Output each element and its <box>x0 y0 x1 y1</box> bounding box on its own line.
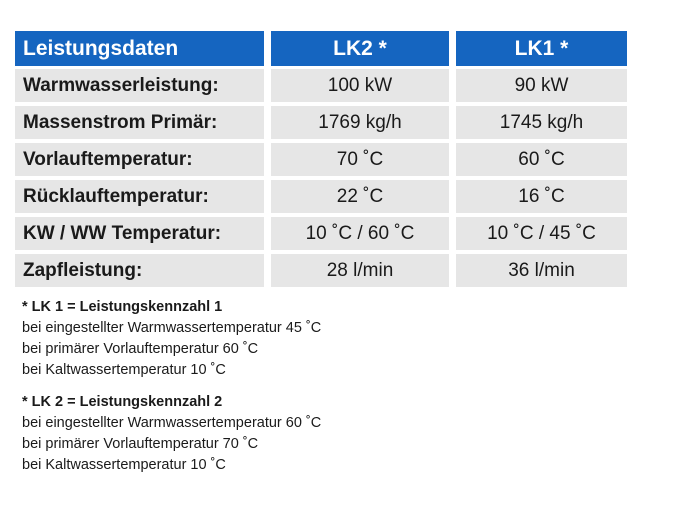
table-row <box>15 180 627 213</box>
footnotes <box>22 297 321 476</box>
table-row <box>15 254 627 287</box>
row-lk2-value: 70 ˚C <box>271 143 449 176</box>
footnote-line: bei Kaltwassertemperatur 10 ˚C <box>22 457 226 473</box>
row-lk2-value: 28 l/min <box>271 254 449 287</box>
footnote-lk2 <box>22 392 321 476</box>
header-lk2: LK2 * <box>271 31 449 66</box>
row-lk1-value: 10 ˚C / 45 ˚C <box>456 217 627 250</box>
row-lk1-value: 1745 kg/h <box>456 106 627 139</box>
row-lk2-value: 1769 kg/h <box>271 106 449 139</box>
table-header-row <box>15 31 627 66</box>
row-label: Zapfleistung: <box>15 254 264 287</box>
row-label: Vorlauftemperatur: <box>15 143 264 176</box>
footnote-line: bei Kaltwassertemperatur 10 ˚C <box>22 362 226 378</box>
header-label: Leistungsdaten <box>15 31 264 66</box>
footnote-line: bei primärer Vorlauftemperatur 60 ˚C <box>22 341 259 357</box>
row-label: Massenstrom Primär: <box>15 106 264 139</box>
footnote-line: bei primärer Vorlauftemperatur 70 ˚C <box>22 436 259 452</box>
footnote-title: * LK 2 = Leistungskennzahl 2 <box>22 394 223 410</box>
row-label: KW / WW Temperatur: <box>15 217 264 250</box>
row-lk1-value: 36 l/min <box>456 254 627 287</box>
table-row <box>15 69 627 102</box>
row-lk1-value: 90 kW <box>456 69 627 102</box>
row-lk2-value: 10 ˚C / 60 ˚C <box>271 217 449 250</box>
header-lk1: LK1 * <box>456 31 627 66</box>
footnote-line: bei eingestellter Warmwassertemperatur 60 ˚C <box>22 415 322 431</box>
row-lk2-value: 22 ˚C <box>271 180 449 213</box>
row-label: Warmwasserleistung: <box>15 69 264 102</box>
table-row <box>15 143 627 176</box>
footnote-line: bei eingestellter Warmwassertemperatur 45 ˚C <box>22 320 322 336</box>
row-lk1-value: 60 ˚C <box>456 143 627 176</box>
table-row <box>15 217 627 250</box>
footnote-lk1 <box>22 297 321 381</box>
performance-table <box>15 31 627 291</box>
footnote-title: * LK 1 = Leistungskennzahl 1 <box>22 299 223 315</box>
row-lk1-value: 16 ˚C <box>456 180 627 213</box>
row-lk2-value: 100 kW <box>271 69 449 102</box>
row-label: Rücklauftemperatur: <box>15 180 264 213</box>
table-row <box>15 106 627 139</box>
